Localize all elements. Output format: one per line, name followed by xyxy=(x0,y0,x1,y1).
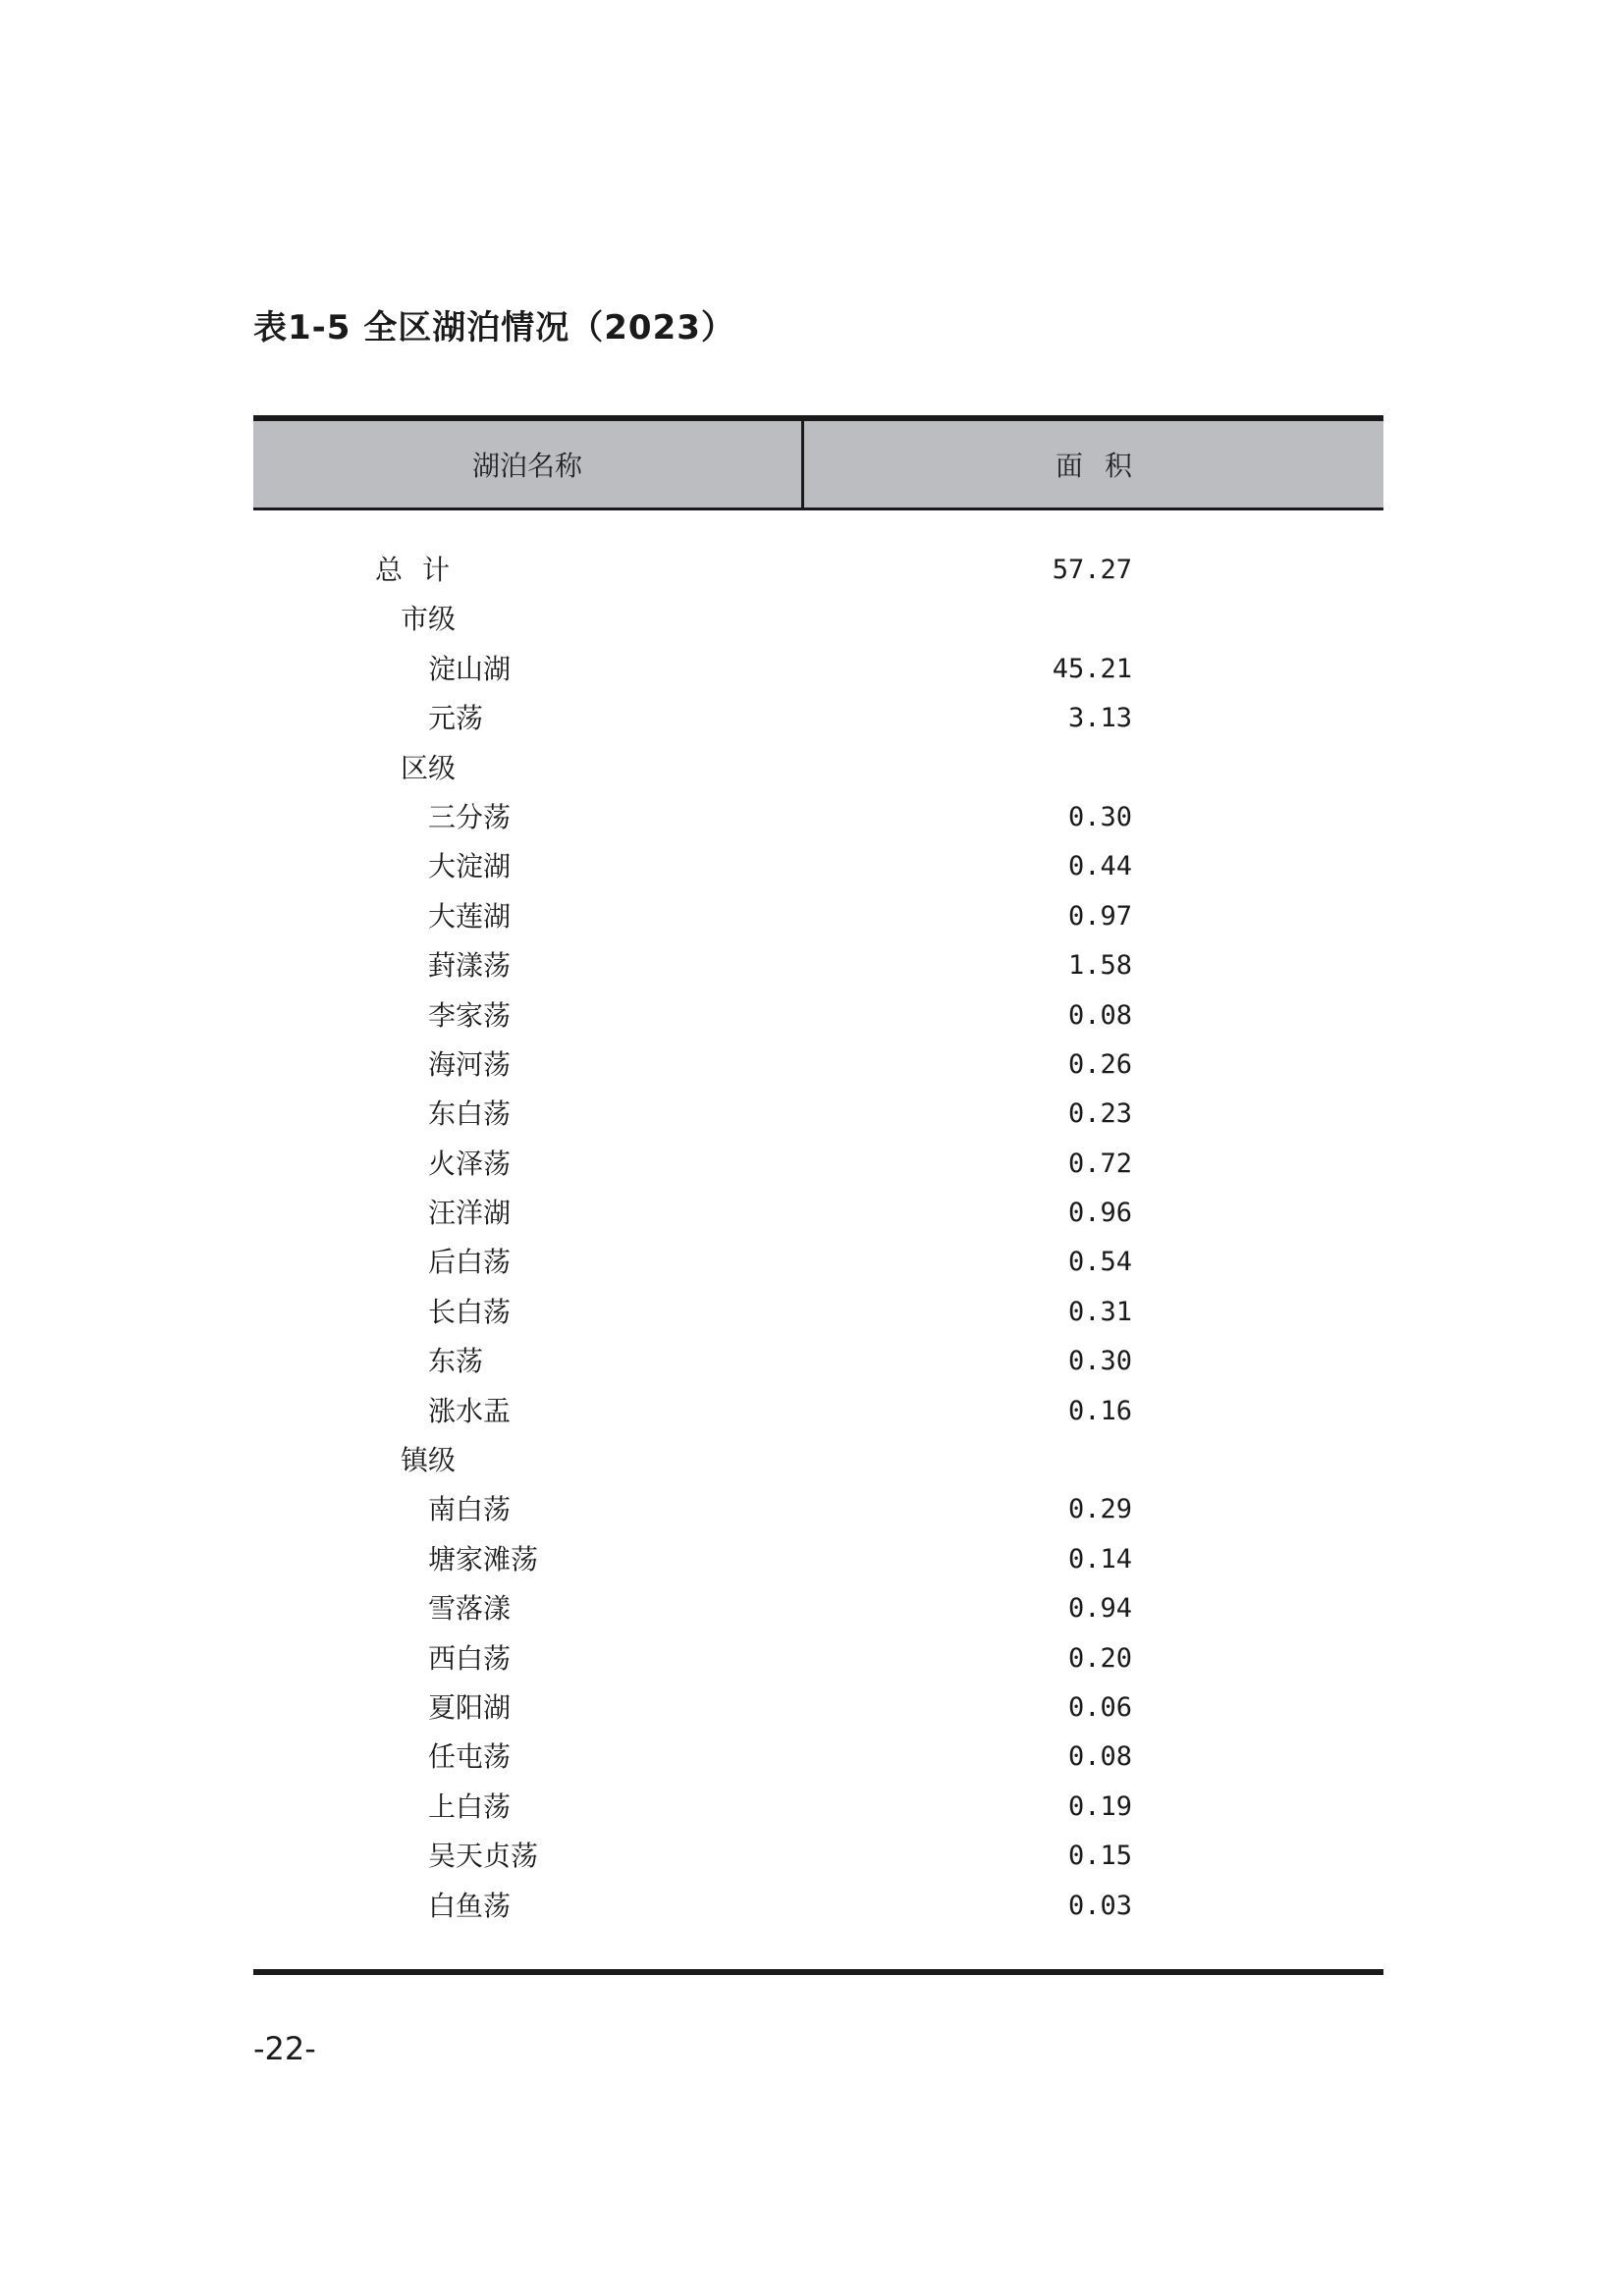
row-value: 0.08 xyxy=(1067,1741,1132,1773)
table-row xyxy=(253,1783,1383,1832)
table-row xyxy=(253,991,1383,1041)
table-row xyxy=(253,793,1383,842)
row-value: 0.97 xyxy=(1067,900,1132,932)
row-value: 3.13 xyxy=(1067,703,1132,734)
row-label: 东白荡 xyxy=(428,1097,512,1131)
row-label: 南白荡 xyxy=(428,1493,512,1526)
row-label: 塘家滩荡 xyxy=(428,1542,539,1575)
table-row xyxy=(253,1436,1383,1485)
row-label: 李家荡 xyxy=(428,998,512,1032)
row-value: 0.03 xyxy=(1067,1890,1132,1921)
row-group-label: 市级 xyxy=(401,603,457,636)
table-row xyxy=(253,842,1383,891)
row-label: 总计 xyxy=(375,554,470,586)
row-group-label: 区级 xyxy=(401,751,457,784)
row-value: 0.19 xyxy=(1067,1790,1132,1822)
row-label: 后白荡 xyxy=(428,1246,512,1279)
table-row xyxy=(253,1140,1383,1189)
row-value: 0.08 xyxy=(1067,999,1132,1031)
table-row xyxy=(253,1041,1383,1090)
row-label: 淀山湖 xyxy=(428,652,512,685)
table-row xyxy=(253,645,1383,694)
table-row xyxy=(253,1337,1383,1386)
table-row xyxy=(253,744,1383,793)
row-value: 0.29 xyxy=(1067,1494,1132,1525)
table-row xyxy=(253,546,1383,595)
table-row xyxy=(253,1584,1383,1633)
row-group-label: 镇级 xyxy=(401,1444,457,1477)
row-value: 1.58 xyxy=(1067,950,1132,982)
table-row xyxy=(253,694,1383,743)
row-label: 涨水盂 xyxy=(428,1394,512,1427)
table-bottom-rule xyxy=(253,1969,1383,1975)
page-title: 表1-5 全区湖泊情况（2023） xyxy=(253,308,735,347)
table-row xyxy=(253,1882,1383,1931)
row-label: 白鱼荡 xyxy=(428,1889,512,1922)
row-value: 0.31 xyxy=(1067,1296,1132,1327)
row-value: 0.54 xyxy=(1067,1247,1132,1278)
table-row xyxy=(253,595,1383,644)
table-row xyxy=(253,1090,1383,1139)
table-row xyxy=(253,1485,1383,1534)
row-label: 火泽荡 xyxy=(428,1147,512,1180)
row-value: 0.30 xyxy=(1067,801,1132,832)
table-row xyxy=(253,1832,1383,1881)
table-row xyxy=(253,941,1383,990)
row-label: 西白荡 xyxy=(428,1641,512,1675)
row-value: 0.72 xyxy=(1067,1148,1132,1179)
row-label: 海河荡 xyxy=(428,1047,512,1081)
table-row xyxy=(253,1634,1383,1683)
row-label: 夏阳湖 xyxy=(428,1690,512,1724)
row-value: 45.21 xyxy=(1052,653,1132,684)
table-header xyxy=(253,421,1383,510)
row-label: 大莲湖 xyxy=(428,899,512,933)
row-label: 三分荡 xyxy=(428,800,512,833)
row-label: 吴天贞荡 xyxy=(428,1840,539,1873)
table-row xyxy=(253,1238,1383,1287)
row-value: 57.27 xyxy=(1052,555,1132,585)
lake-table xyxy=(253,415,1383,1922)
table-row xyxy=(253,892,1383,941)
row-label: 雪落漾 xyxy=(428,1592,512,1626)
row-label: 长白荡 xyxy=(428,1295,512,1328)
table-row xyxy=(253,1683,1383,1733)
table-row xyxy=(253,1387,1383,1436)
row-label: 东荡 xyxy=(428,1345,484,1378)
row-value: 0.15 xyxy=(1067,1841,1132,1872)
header-lake-name: 湖泊名称 xyxy=(253,421,804,507)
table-row xyxy=(253,1189,1383,1238)
table-row xyxy=(253,1535,1383,1584)
row-value: 0.20 xyxy=(1067,1642,1132,1674)
table-row xyxy=(253,1288,1383,1337)
row-label: 葑漾荡 xyxy=(428,949,512,983)
row-label: 任屯荡 xyxy=(428,1740,512,1774)
row-value: 0.44 xyxy=(1067,851,1132,882)
row-label: 上白荡 xyxy=(428,1789,512,1823)
row-value: 0.26 xyxy=(1067,1048,1132,1080)
row-value: 0.94 xyxy=(1067,1593,1132,1625)
row-value: 0.96 xyxy=(1067,1198,1132,1229)
row-value: 0.16 xyxy=(1067,1395,1132,1426)
row-value: 0.23 xyxy=(1067,1098,1132,1130)
table-body xyxy=(253,546,1383,1931)
row-label: 元荡 xyxy=(428,702,484,735)
row-label: 大淀湖 xyxy=(428,850,512,883)
row-value: 0.14 xyxy=(1067,1543,1132,1575)
row-value: 0.06 xyxy=(1067,1691,1132,1723)
row-value: 0.30 xyxy=(1067,1346,1132,1377)
header-area: 面积 xyxy=(1055,450,1154,482)
row-label: 汪洋湖 xyxy=(428,1197,512,1230)
table-row xyxy=(253,1733,1383,1782)
page-number: -22- xyxy=(253,2030,316,2067)
